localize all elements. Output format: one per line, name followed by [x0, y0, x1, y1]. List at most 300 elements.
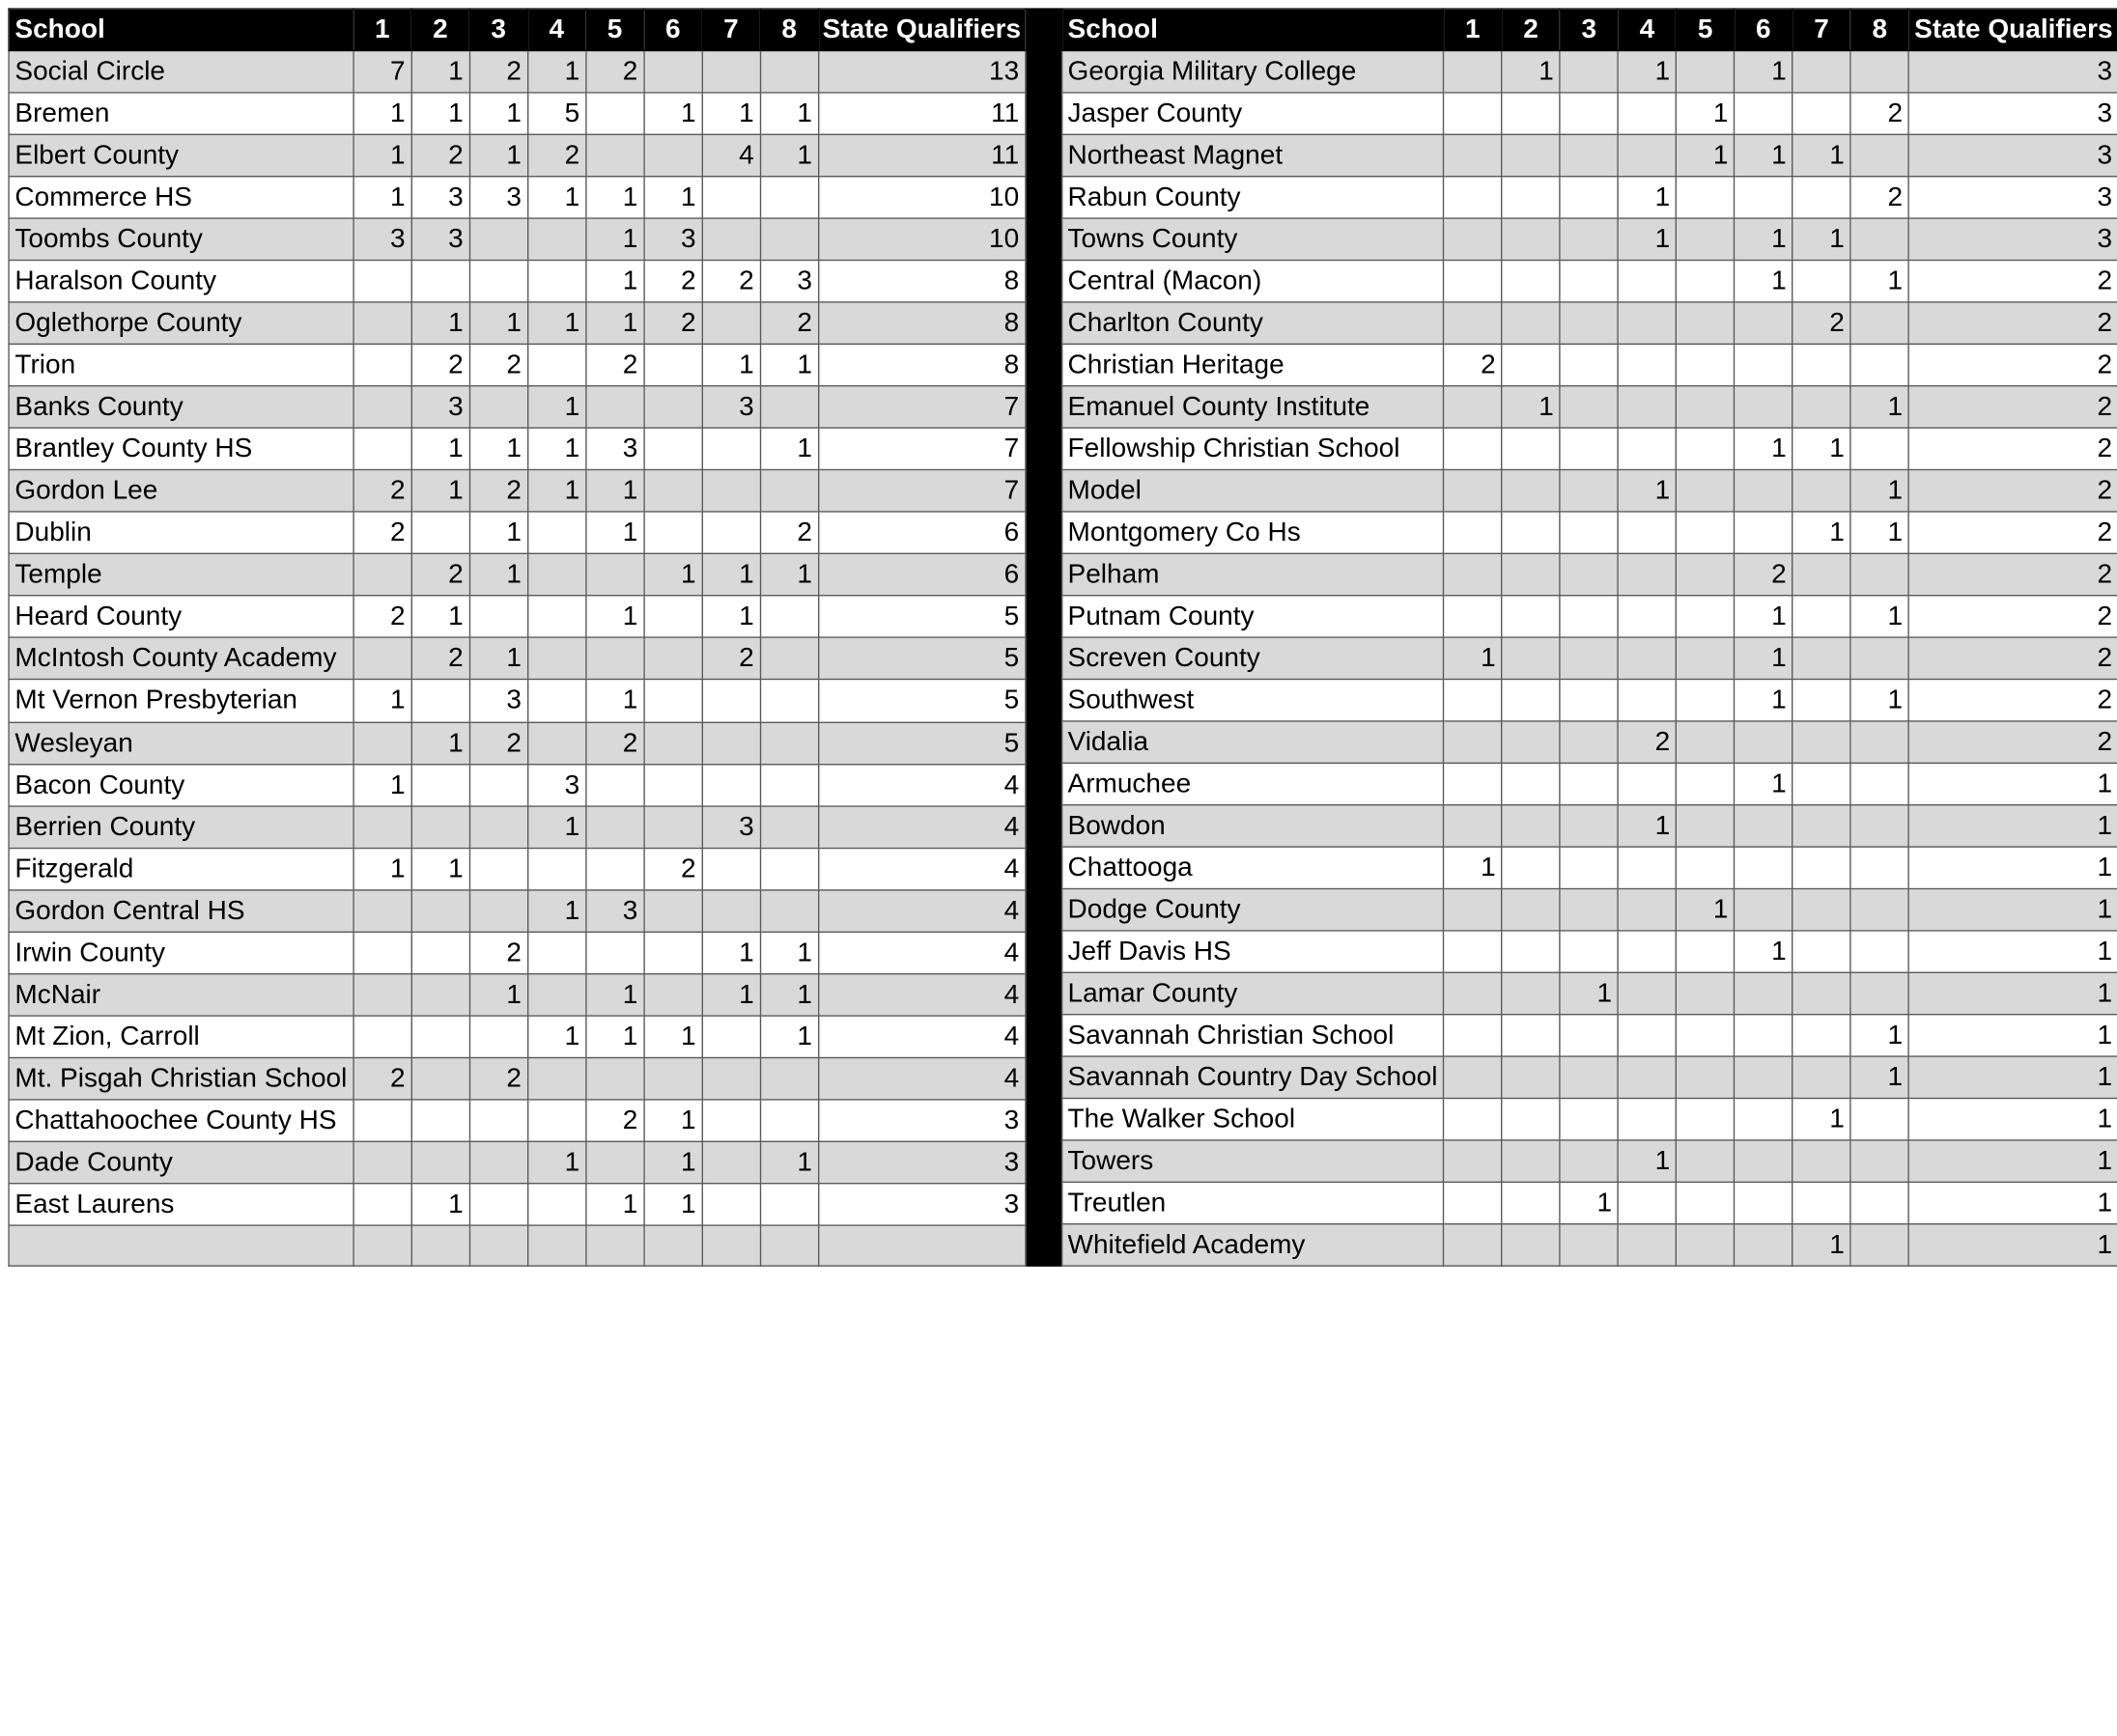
place-8-cell[interactable]: 1 — [1850, 386, 1908, 428]
place-8-cell[interactable] — [760, 596, 818, 637]
place-6-cell[interactable]: 1 — [1735, 763, 1792, 804]
place-2-cell[interactable]: 3 — [411, 386, 469, 428]
place-4-column-header[interactable]: 4 — [527, 9, 585, 50]
place-6-cell[interactable]: 2 — [644, 848, 702, 889]
school-name-cell[interactable]: Bacon County — [9, 764, 353, 805]
place-8-cell[interactable] — [760, 1100, 818, 1141]
place-7-cell[interactable] — [1792, 177, 1850, 218]
place-2-cell[interactable] — [411, 1100, 469, 1141]
place-7-cell[interactable]: 1 — [702, 973, 760, 1015]
place-7-cell[interactable] — [1792, 386, 1850, 428]
place-7-cell[interactable] — [702, 889, 760, 931]
place-1-cell[interactable] — [353, 932, 411, 973]
place-6-cell[interactable] — [644, 1225, 702, 1266]
state-qualifiers-cell[interactable]: 2 — [1908, 637, 2117, 679]
place-1-cell[interactable] — [353, 805, 411, 847]
place-2-cell[interactable] — [1502, 847, 1560, 888]
place-4-cell[interactable]: 1 — [527, 386, 585, 428]
place-2-cell[interactable]: 2 — [411, 554, 469, 596]
place-3-cell[interactable]: 1 — [469, 428, 527, 469]
place-2-cell[interactable]: 1 — [1502, 51, 1560, 93]
school-name-cell[interactable]: Christian Heritage — [1061, 344, 1444, 385]
place-2-cell[interactable]: 1 — [1502, 386, 1560, 428]
place-8-cell[interactable]: 1 — [1850, 596, 1908, 637]
state-qualifiers-cell[interactable]: 1 — [1908, 889, 2117, 931]
place-2-cell[interactable] — [1502, 93, 1560, 134]
place-6-cell[interactable] — [1735, 470, 1792, 512]
place-3-column-header[interactable]: 3 — [469, 9, 527, 50]
place-6-cell[interactable] — [1735, 1015, 1792, 1056]
place-5-cell[interactable]: 1 — [585, 177, 643, 218]
place-1-cell[interactable]: 3 — [353, 218, 411, 260]
state-qualifiers-cell[interactable]: 13 — [818, 51, 1025, 93]
place-8-cell[interactable] — [760, 218, 818, 260]
school-name-cell[interactable]: Heard County — [9, 596, 353, 637]
place-6-cell[interactable] — [644, 638, 702, 680]
school-name-cell[interactable]: Emanuel County Institute — [1061, 386, 1444, 428]
place-2-cell[interactable] — [1502, 1224, 1560, 1266]
place-4-cell[interactable] — [1618, 847, 1676, 888]
place-5-column-header[interactable]: 5 — [585, 9, 643, 50]
place-5-cell[interactable] — [585, 1057, 643, 1099]
state-qualifiers-cell[interactable]: 10 — [818, 218, 1025, 260]
place-2-cell[interactable] — [1502, 1015, 1560, 1056]
school-column-header[interactable]: School — [1061, 9, 1444, 50]
state-qualifiers-cell[interactable]: 11 — [818, 93, 1025, 134]
place-7-cell[interactable] — [1792, 680, 1850, 721]
school-name-cell[interactable]: Pelham — [1061, 553, 1444, 595]
place-4-cell[interactable] — [1618, 596, 1676, 637]
place-1-cell[interactable] — [1444, 1015, 1502, 1056]
place-6-cell[interactable] — [644, 51, 702, 93]
place-7-cell[interactable]: 1 — [1792, 1224, 1850, 1266]
place-1-cell[interactable] — [1444, 1224, 1502, 1266]
place-4-cell[interactable] — [527, 1057, 585, 1099]
place-8-cell[interactable] — [760, 470, 818, 512]
place-8-cell[interactable] — [760, 51, 818, 93]
place-5-cell[interactable] — [1677, 972, 1735, 1014]
place-6-cell[interactable] — [644, 596, 702, 637]
place-1-column-header[interactable]: 1 — [353, 9, 411, 50]
school-name-cell[interactable]: The Walker School — [1061, 1099, 1444, 1140]
place-5-cell[interactable]: 1 — [585, 1016, 643, 1057]
place-3-cell[interactable] — [469, 764, 527, 805]
place-1-cell[interactable]: 1 — [353, 177, 411, 218]
place-7-cell[interactable] — [1792, 1056, 1850, 1098]
place-5-cell[interactable] — [1677, 1056, 1735, 1098]
place-6-cell[interactable] — [1735, 805, 1792, 847]
place-7-cell[interactable] — [702, 764, 760, 805]
place-7-cell[interactable] — [702, 177, 760, 218]
place-2-cell[interactable]: 2 — [411, 345, 469, 386]
place-8-cell[interactable]: 1 — [760, 1141, 818, 1183]
place-5-cell[interactable] — [1677, 261, 1735, 302]
state-qualifiers-cell[interactable]: 11 — [818, 134, 1025, 176]
place-1-cell[interactable] — [1444, 553, 1502, 595]
place-6-cell[interactable] — [644, 973, 702, 1015]
place-6-cell[interactable] — [1735, 889, 1792, 931]
place-2-cell[interactable] — [1502, 1056, 1560, 1098]
school-name-cell[interactable]: McNair — [9, 973, 353, 1015]
place-6-cell[interactable] — [644, 428, 702, 469]
place-3-cell[interactable] — [469, 596, 527, 637]
place-5-cell[interactable] — [1677, 553, 1735, 595]
place-8-cell[interactable] — [760, 848, 818, 889]
state-qualifiers-cell[interactable]: 5 — [818, 722, 1025, 764]
place-4-cell[interactable] — [1618, 428, 1676, 469]
place-7-cell[interactable] — [1792, 972, 1850, 1014]
school-name-cell[interactable]: Berrien County — [9, 805, 353, 847]
place-6-cell[interactable] — [644, 889, 702, 931]
place-5-cell[interactable]: 1 — [585, 218, 643, 260]
place-6-cell[interactable] — [644, 680, 702, 721]
place-7-cell[interactable]: 1 — [702, 345, 760, 386]
school-name-cell[interactable]: Fellowship Christian School — [1061, 428, 1444, 469]
place-5-cell[interactable] — [1677, 512, 1735, 553]
school-name-cell[interactable]: Oglethorpe County — [9, 302, 353, 344]
school-name-cell[interactable]: Wesleyan — [9, 722, 353, 764]
state-qualifiers-cell[interactable]: 4 — [818, 848, 1025, 889]
place-2-cell[interactable]: 2 — [411, 134, 469, 176]
place-5-cell[interactable] — [1677, 1140, 1735, 1182]
place-3-cell[interactable] — [1560, 134, 1618, 176]
place-3-cell[interactable] — [1560, 763, 1618, 804]
school-name-cell[interactable]: East Laurens — [9, 1183, 353, 1224]
place-7-cell[interactable]: 1 — [702, 554, 760, 596]
place-8-column-header[interactable]: 8 — [1850, 9, 1908, 50]
place-7-cell[interactable] — [1792, 596, 1850, 637]
place-5-cell[interactable] — [585, 848, 643, 889]
school-name-cell[interactable]: Armuchee — [1061, 763, 1444, 804]
place-1-cell[interactable] — [353, 428, 411, 469]
place-8-cell[interactable]: 1 — [760, 428, 818, 469]
place-2-cell[interactable] — [1502, 763, 1560, 804]
state-qualifiers-cell[interactable]: 3 — [818, 1141, 1025, 1183]
place-1-cell[interactable] — [353, 345, 411, 386]
place-4-cell[interactable]: 3 — [527, 764, 585, 805]
place-5-cell[interactable]: 1 — [585, 596, 643, 637]
place-8-cell[interactable] — [1850, 1140, 1908, 1182]
state-qualifiers-cell[interactable]: 2 — [1908, 261, 2117, 302]
place-2-cell[interactable] — [411, 680, 469, 721]
place-4-cell[interactable] — [527, 680, 585, 721]
place-5-cell[interactable] — [1677, 637, 1735, 679]
place-3-cell[interactable]: 1 — [469, 512, 527, 553]
place-3-cell[interactable] — [469, 386, 527, 428]
place-5-cell[interactable] — [585, 93, 643, 134]
place-3-cell[interactable] — [1560, 177, 1618, 218]
place-2-cell[interactable] — [1502, 261, 1560, 302]
place-2-cell[interactable]: 3 — [411, 177, 469, 218]
place-4-cell[interactable]: 2 — [527, 134, 585, 176]
place-7-cell[interactable]: 3 — [702, 386, 760, 428]
place-4-cell[interactable] — [1618, 931, 1676, 972]
place-8-cell[interactable] — [760, 638, 818, 680]
place-8-cell[interactable]: 3 — [760, 261, 818, 302]
place-1-cell[interactable] — [1444, 386, 1502, 428]
place-6-cell[interactable]: 1 — [644, 177, 702, 218]
place-4-cell[interactable] — [1618, 93, 1676, 134]
place-2-cell[interactable] — [1502, 1099, 1560, 1140]
school-name-cell[interactable]: Brantley County HS — [9, 428, 353, 469]
school-name-cell[interactable]: Social Circle — [9, 51, 353, 93]
place-5-cell[interactable]: 1 — [1677, 134, 1735, 176]
place-8-cell[interactable] — [1850, 344, 1908, 385]
place-4-cell[interactable]: 5 — [527, 93, 585, 134]
place-5-cell[interactable]: 1 — [585, 680, 643, 721]
school-name-cell[interactable]: Chattahoochee County HS — [9, 1100, 353, 1141]
place-7-cell[interactable]: 1 — [702, 596, 760, 637]
place-2-cell[interactable] — [411, 1057, 469, 1099]
place-4-cell[interactable] — [527, 973, 585, 1015]
place-2-cell[interactable] — [1502, 1140, 1560, 1182]
place-2-cell[interactable] — [411, 1141, 469, 1183]
state-qualifiers-cell[interactable]: 8 — [818, 261, 1025, 302]
place-6-cell[interactable]: 1 — [1735, 428, 1792, 469]
place-3-cell[interactable]: 1 — [469, 93, 527, 134]
school-name-cell[interactable]: Central (Macon) — [1061, 261, 1444, 302]
place-7-cell[interactable] — [1792, 553, 1850, 595]
place-5-cell[interactable] — [1677, 428, 1735, 469]
state-qualifiers-cell[interactable]: 1 — [1908, 1099, 2117, 1140]
school-name-cell[interactable]: Northeast Magnet — [1061, 134, 1444, 176]
place-5-cell[interactable]: 2 — [585, 722, 643, 764]
place-1-cell[interactable] — [353, 1141, 411, 1183]
place-6-cell[interactable] — [644, 386, 702, 428]
place-5-cell[interactable]: 1 — [585, 1183, 643, 1224]
place-7-cell[interactable] — [702, 1100, 760, 1141]
place-1-cell[interactable] — [1444, 1056, 1502, 1098]
place-7-cell[interactable] — [702, 1225, 760, 1266]
place-3-cell[interactable] — [1560, 805, 1618, 847]
place-4-cell[interactable] — [527, 1183, 585, 1224]
place-1-cell[interactable] — [1444, 931, 1502, 972]
place-4-cell[interactable]: 1 — [527, 470, 585, 512]
place-7-cell[interactable] — [702, 680, 760, 721]
place-4-cell[interactable] — [1618, 1056, 1676, 1098]
place-1-cell[interactable] — [353, 302, 411, 344]
place-8-cell[interactable] — [1850, 763, 1908, 804]
place-3-cell[interactable]: 2 — [469, 345, 527, 386]
place-7-cell[interactable] — [702, 1141, 760, 1183]
school-name-cell[interactable]: Jasper County — [1061, 93, 1444, 134]
place-7-cell[interactable]: 2 — [702, 638, 760, 680]
state-qualifiers-cell[interactable]: 8 — [818, 345, 1025, 386]
place-6-cell[interactable]: 1 — [1735, 218, 1792, 260]
place-2-cell[interactable] — [1502, 889, 1560, 931]
place-2-cell[interactable] — [1502, 218, 1560, 260]
place-6-cell[interactable] — [644, 805, 702, 847]
place-3-cell[interactable]: 2 — [469, 51, 527, 93]
place-4-cell[interactable] — [527, 554, 585, 596]
place-5-cell[interactable] — [585, 1141, 643, 1183]
place-7-cell[interactable] — [1792, 805, 1850, 847]
place-3-cell[interactable] — [1560, 1140, 1618, 1182]
place-2-column-header[interactable]: 2 — [411, 9, 469, 50]
place-6-cell[interactable] — [1735, 1224, 1792, 1266]
state-qualifiers-cell[interactable]: 4 — [818, 889, 1025, 931]
place-3-cell[interactable] — [469, 1183, 527, 1224]
place-6-cell[interactable]: 1 — [644, 1183, 702, 1224]
place-6-cell[interactable] — [644, 345, 702, 386]
place-3-cell[interactable] — [1560, 596, 1618, 637]
place-3-cell[interactable] — [469, 218, 527, 260]
place-6-cell[interactable]: 1 — [1735, 596, 1792, 637]
place-8-cell[interactable] — [760, 722, 818, 764]
place-2-cell[interactable]: 1 — [411, 302, 469, 344]
place-4-cell[interactable] — [527, 1225, 585, 1266]
place-8-cell[interactable] — [760, 1183, 818, 1224]
place-7-cell[interactable] — [1792, 93, 1850, 134]
place-4-cell[interactable]: 1 — [527, 428, 585, 469]
school-name-cell[interactable]: Dublin — [9, 512, 353, 553]
place-1-cell[interactable]: 1 — [1444, 637, 1502, 679]
place-1-cell[interactable] — [353, 973, 411, 1015]
place-2-cell[interactable] — [1502, 596, 1560, 637]
place-8-cell[interactable]: 1 — [1850, 512, 1908, 553]
place-7-cell[interactable] — [1792, 1015, 1850, 1056]
place-4-cell[interactable] — [1618, 889, 1676, 931]
school-name-cell[interactable]: Rabun County — [1061, 177, 1444, 218]
place-2-cell[interactable]: 1 — [411, 722, 469, 764]
place-6-cell[interactable]: 2 — [644, 261, 702, 302]
state-qualifiers-cell[interactable]: 1 — [1908, 763, 2117, 804]
state-qualifiers-cell[interactable]: 1 — [1908, 931, 2117, 972]
place-3-cell[interactable] — [469, 261, 527, 302]
place-2-cell[interactable] — [411, 889, 469, 931]
school-name-cell[interactable]: Bowdon — [1061, 805, 1444, 847]
state-qualifiers-cell[interactable]: 4 — [818, 1057, 1025, 1099]
place-4-cell[interactable] — [527, 345, 585, 386]
place-5-cell[interactable] — [585, 764, 643, 805]
place-3-cell[interactable] — [1560, 302, 1618, 344]
place-4-cell[interactable] — [1618, 1182, 1676, 1223]
state-qualifiers-cell[interactable]: 2 — [1908, 680, 2117, 721]
place-4-cell[interactable] — [527, 261, 585, 302]
place-4-cell[interactable] — [1618, 1099, 1676, 1140]
place-1-cell[interactable] — [1444, 134, 1502, 176]
place-1-cell[interactable]: 1 — [353, 764, 411, 805]
school-name-cell[interactable]: Savannah Christian School — [1061, 1015, 1444, 1056]
place-5-cell[interactable] — [585, 554, 643, 596]
place-1-cell[interactable] — [1444, 889, 1502, 931]
place-1-column-header[interactable]: 1 — [1444, 9, 1502, 50]
place-3-cell[interactable] — [1560, 344, 1618, 385]
place-6-cell[interactable] — [644, 470, 702, 512]
place-1-cell[interactable]: 2 — [353, 512, 411, 553]
place-5-cell[interactable] — [585, 134, 643, 176]
place-8-cell[interactable]: 2 — [1850, 93, 1908, 134]
school-name-cell[interactable]: Fitzgerald — [9, 848, 353, 889]
place-5-cell[interactable] — [1677, 302, 1735, 344]
place-3-cell[interactable]: 1 — [469, 302, 527, 344]
school-name-cell[interactable]: Treutlen — [1061, 1182, 1444, 1223]
place-3-cell[interactable] — [1560, 1099, 1618, 1140]
place-8-cell[interactable]: 1 — [1850, 470, 1908, 512]
place-7-cell[interactable]: 1 — [1792, 428, 1850, 469]
place-1-cell[interactable]: 1 — [353, 848, 411, 889]
place-5-cell[interactable]: 1 — [1677, 889, 1735, 931]
place-3-cell[interactable] — [1560, 512, 1618, 553]
place-1-cell[interactable] — [1444, 805, 1502, 847]
place-3-cell[interactable]: 3 — [469, 177, 527, 218]
school-name-cell[interactable]: Putnam County — [1061, 596, 1444, 637]
place-1-cell[interactable] — [353, 1016, 411, 1057]
school-name-cell[interactable]: Whitefield Academy — [1061, 1224, 1444, 1266]
place-3-cell[interactable] — [1560, 218, 1618, 260]
place-5-cell[interactable] — [1677, 805, 1735, 847]
place-8-cell[interactable] — [1850, 931, 1908, 972]
place-3-cell[interactable]: 1 — [469, 638, 527, 680]
place-2-cell[interactable]: 1 — [411, 428, 469, 469]
place-3-cell[interactable] — [1560, 93, 1618, 134]
place-3-cell[interactable] — [469, 1100, 527, 1141]
place-3-cell[interactable] — [1560, 721, 1618, 763]
place-7-cell[interactable] — [1792, 931, 1850, 972]
school-name-cell[interactable]: Banks County — [9, 386, 353, 428]
place-6-cell[interactable]: 1 — [644, 1016, 702, 1057]
place-1-cell[interactable] — [1444, 721, 1502, 763]
place-3-cell[interactable] — [469, 848, 527, 889]
place-1-cell[interactable] — [353, 554, 411, 596]
place-8-cell[interactable]: 2 — [1850, 177, 1908, 218]
place-8-cell[interactable] — [1850, 218, 1908, 260]
place-8-cell[interactable] — [1850, 134, 1908, 176]
state-qualifiers-cell[interactable]: 2 — [1908, 302, 2117, 344]
place-3-cell[interactable] — [469, 1016, 527, 1057]
place-3-cell[interactable] — [1560, 1224, 1618, 1266]
place-8-cell[interactable] — [1850, 302, 1908, 344]
place-4-cell[interactable]: 1 — [527, 889, 585, 931]
place-8-cell[interactable] — [1850, 637, 1908, 679]
place-6-column-header[interactable]: 6 — [644, 9, 702, 50]
state-qualifiers-cell[interactable]: 5 — [818, 638, 1025, 680]
place-2-cell[interactable] — [411, 512, 469, 553]
place-1-cell[interactable] — [1444, 1182, 1502, 1223]
place-1-cell[interactable] — [1444, 596, 1502, 637]
place-6-cell[interactable] — [644, 722, 702, 764]
school-name-cell[interactable]: Montgomery Co Hs — [1061, 512, 1444, 553]
place-5-cell[interactable] — [1677, 680, 1735, 721]
place-6-cell[interactable]: 1 — [1735, 134, 1792, 176]
place-1-cell[interactable] — [353, 1183, 411, 1224]
place-3-cell[interactable] — [1560, 637, 1618, 679]
place-8-cell[interactable]: 1 — [1850, 1015, 1908, 1056]
place-7-cell[interactable]: 2 — [702, 261, 760, 302]
place-5-cell[interactable] — [1677, 386, 1735, 428]
place-7-cell[interactable] — [1792, 51, 1850, 93]
place-6-cell[interactable]: 3 — [644, 218, 702, 260]
place-4-cell[interactable] — [1618, 344, 1676, 385]
place-2-cell[interactable] — [411, 973, 469, 1015]
place-1-cell[interactable] — [1444, 261, 1502, 302]
place-2-cell[interactable] — [1502, 470, 1560, 512]
state-qualifiers-cell[interactable]: 3 — [1908, 51, 2117, 93]
place-6-cell[interactable] — [1735, 93, 1792, 134]
place-3-cell[interactable]: 3 — [469, 680, 527, 721]
place-5-cell[interactable]: 2 — [585, 345, 643, 386]
place-7-cell[interactable] — [1792, 261, 1850, 302]
place-2-column-header[interactable]: 2 — [1502, 9, 1560, 50]
place-8-cell[interactable]: 1 — [1850, 1056, 1908, 1098]
place-3-cell[interactable] — [1560, 51, 1618, 93]
place-4-cell[interactable]: 1 — [527, 51, 585, 93]
state-qualifiers-cell[interactable]: 1 — [1908, 1140, 2117, 1182]
place-4-cell[interactable] — [1618, 302, 1676, 344]
place-7-cell[interactable] — [702, 218, 760, 260]
place-4-cell[interactable] — [1618, 134, 1676, 176]
place-4-cell[interactable]: 1 — [527, 1141, 585, 1183]
